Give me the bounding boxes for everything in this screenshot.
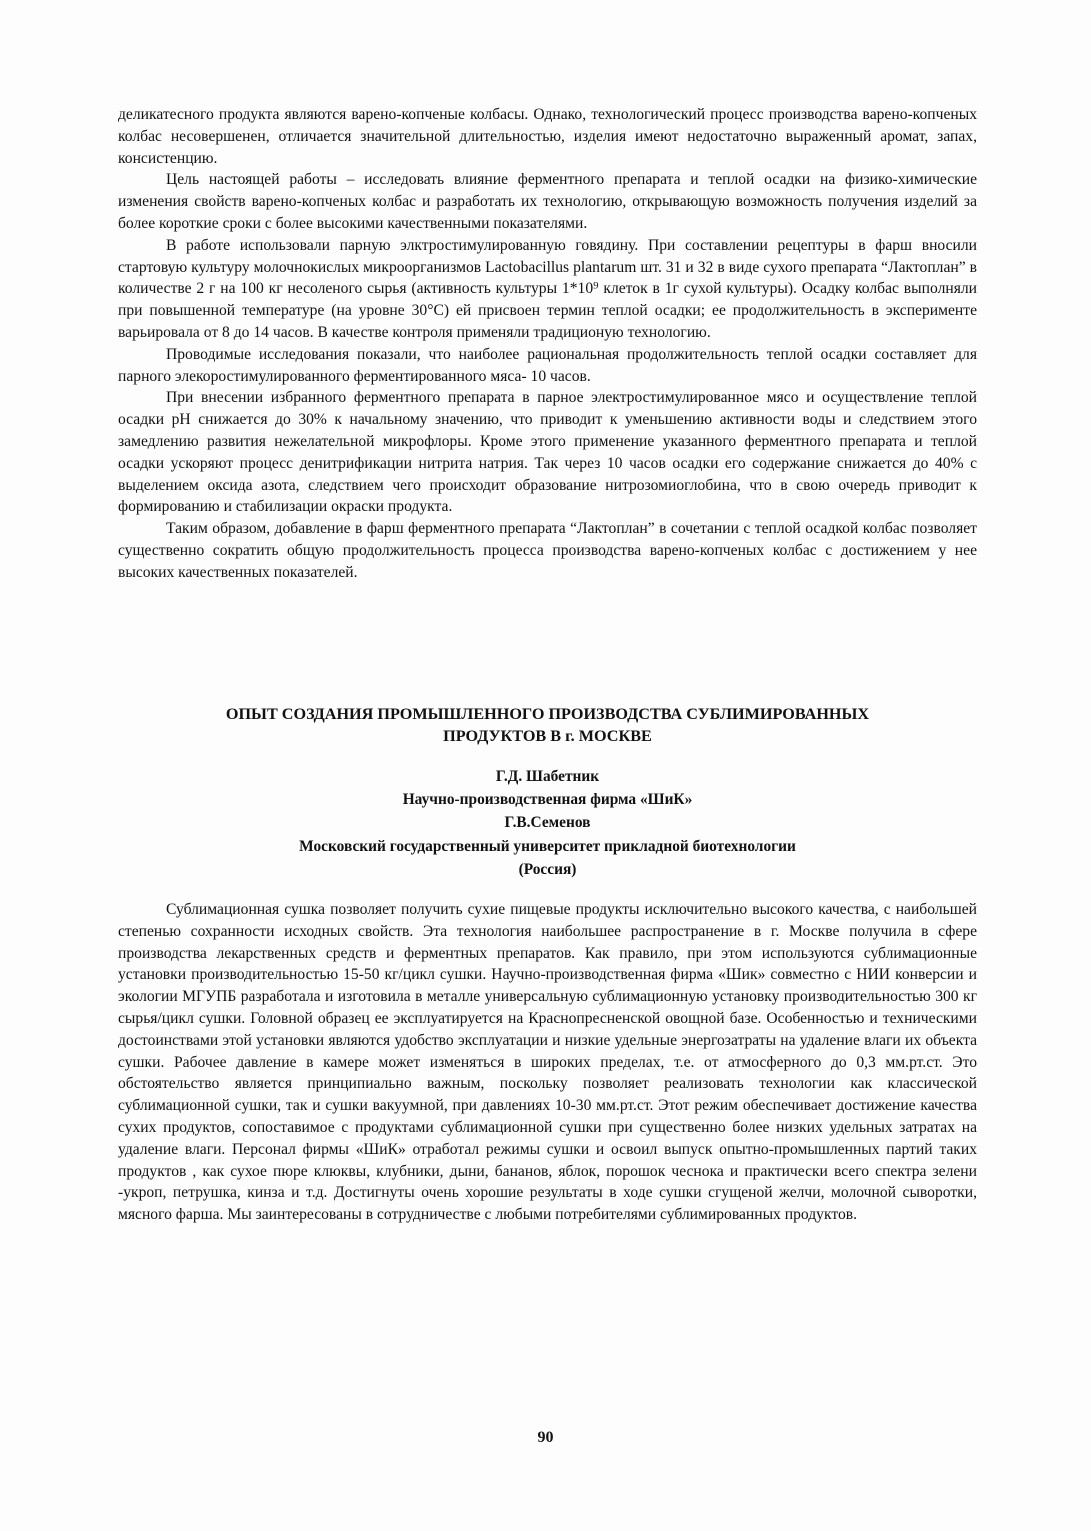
author-name: Г.В.Семенов: [504, 814, 591, 832]
paragraph: Таким образом, добавление в фарш ферментного препарата “Лактоплан” в сочетании с теплой осадкой колбас позволяет существенно сократить общую продолжительность процесса производства варено-копченых колбас с достижением у нее высоких качественных показателей.: [118, 520, 977, 581]
author-country: (Россия): [518, 860, 577, 878]
article-title-line: ОПЫТ СОЗДАНИЯ ПРОМЫШЛЕННОГО ПРОИЗВОДСТВА СУБЛИМИРОВАННЫХ: [225, 705, 870, 723]
page-number: 90: [537, 1429, 554, 1446]
article-title: [118, 703, 977, 747]
author-affiliation: Московский государственный университет прикладной биотехнологии: [299, 837, 796, 855]
author-name: Г.Д. Шабетник: [495, 768, 600, 785]
authors-block: [118, 765, 977, 881]
paragraph: деликатесного продукта являются варено-копченые колбасы. Однако, технологический процесс производства варено-копченых колбас несовершенен, отличается значительной длительностью, изделия имеют недостаточно выраженный аромат, запах, консистенцию.: [118, 106, 977, 167]
paragraph: При внесении избранного ферментного препарата в парное электростимулированное мясо и осуществление теплой осадки рН снижается до 30% к начальному значению, что приводит к уменьшению активности воды и следствием этого замедлению развития нежелательной микрофлоры. Кроме этого применение указанного ферментного препарата и теплой осадки ускоряют процесс денитрификации нитрита натрия. Так через 10 часов осадки его содержание снижается до 40% с выделением оксида азота, следствием чего происходит образование нитрозомиоглобина, что в свою очередь приводит к формированию и стабилизации окраски продукта.: [118, 389, 977, 516]
paragraph: Сублимационная сушка позволяет получить сухие пищевые продукты исключительно высокого качества, с наибольшей степенью сохранности исходных свойств. Эта технология наибольшее распространение в г. Москве получила в сфере производства лекарственных средств и ферментных препаратов. Как правило, при этом используются сублимационные установки производительностью 15-50 кг/цикл сушки. Научно-производственная фирма «Шик» совместно с НИИ конверсии и экологии МГУПБ разработала и изготовила в металле универсальную сублимационную установку производительностью 300 кг сырья/цикл сушки. Головной образец ее эксплуатируется на Краснопресненской овощной базе. Особенностью и техническими достоинствами этой установки являются удобство эксплуатации и низкие удельные энергозатраты на удаление влаги их объекта сушки. Рабочее давление в камере может изменяться в широких пределах, т.е. от атмосферного до 0,3 мм.рт.ст. Это обстоятельство является принципиально важным, поскольку позволяет реализовать технологии как классической сублимационной сушки, так и сушки вакуумной, при давлениях 10-30 мм.рт.ст. Этот режим обеспечивает достижение качества сухих продуктов, сопоставимое с продуктами сублимационной сушки при существенно более низких удельных затратах на удаление влаги. Персонал фирмы «ШиК» отработал режимы сушки и освоил выпуск опытно-промышленных партий таких продуктов , как сухое пюре клюквы, клубники, дыни, бананов, яблок, порошок чеснока и практически всего спектра зелени -укроп, петрушка, кинза и т.д. Достигнуты очень хорошие результаты в ходе сушки сгущеной желчи, молочной сыворотки, мясного фарша. Мы заинтересованы в сотрудничестве с любыми потребителями сублимированных продуктов.: [118, 901, 977, 1224]
paragraph: Проводимые исследования показали, что наиболее рациональная продолжительность теплой осадки составляет для парного элекоростимулированного ферментированного мяса- 10 часов.: [118, 345, 977, 385]
author-affiliation: Научно-производственная фирма «ШиК»: [402, 791, 693, 809]
paragraph: Цель настоящей работы – исследовать влияние ферментного препарата и теплой осадки на физико-химические изменения свойств варено-копченых колбас и разработать их технологию, открывающую возможность получения изделий за более короткие сроки с более высокими качественными показателями.: [118, 171, 977, 232]
paragraph: В работе использовали парную элктростимулированную говядину. При составлении рецептуры в фарш вносили стартовую культуру молочнокислых микроорганизмов Lactobacillus plantarum шт. 31 и 32 в виде сухого препарата “Лактоплан” в количестве 2 г на 100 кг несоленого сырья (активность культуры 1*10⁹ клеток в 1г сухой культуры). Осадку колбас выполняли при повышенной температуре (на уровне 30°С) ей присвоен термин теплой осадки; ее продолжительность в эксперименте варьировала от 8 до 14 часов. В качестве контроля применяли традиционую технологию.: [118, 236, 977, 341]
article-title-line: ПРОДУКТОВ В г. МОСКВЕ: [443, 727, 652, 745]
article-abstract: [118, 899, 977, 1226]
previous-article-text: [118, 104, 977, 584]
